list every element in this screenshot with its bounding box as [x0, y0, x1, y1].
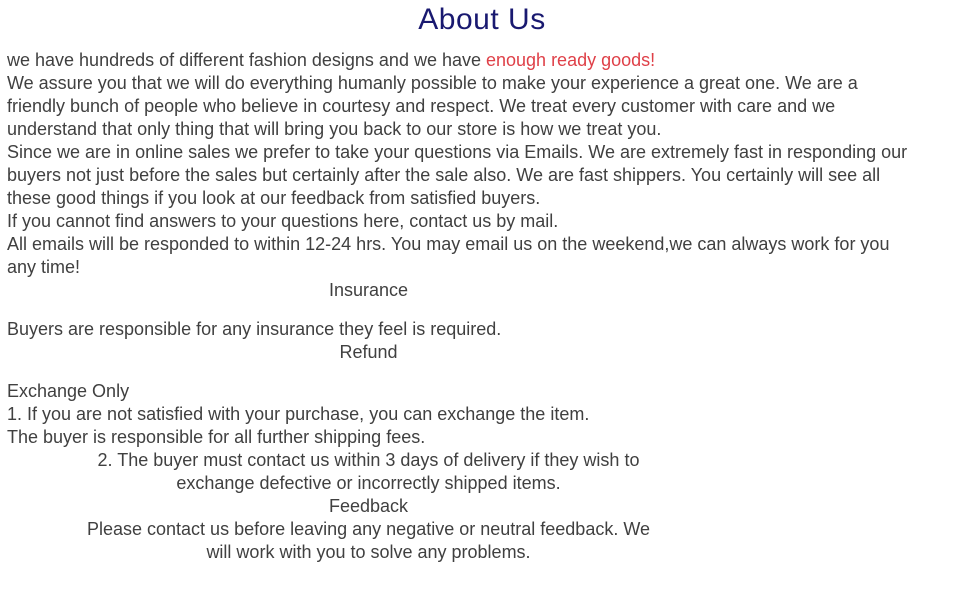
paragraph-line: Since we are in online sales we prefer to take your questions via Emails. We are extremely fast in responding our — [7, 142, 908, 162]
paragraph-line: understand that only thing that will bring you back to our store is how we treat you. — [7, 119, 662, 139]
paragraph-line: friendly bunch of people who believe in courtesy and respect. We treat every customer with care and we — [7, 96, 836, 116]
insurance-text: Buyers are responsible for any insurance they feel is required. — [7, 319, 502, 339]
exchange-line: The buyer is responsible for all further shipping fees. — [7, 427, 426, 447]
intro-line — [7, 49, 960, 72]
intro-highlight-text: enough ready goods! — [486, 50, 656, 70]
page-title: About Us — [418, 3, 546, 36]
exchange-line: 1. If you are not satisfied with your purchase, you can exchange the item. — [7, 404, 590, 424]
refund-heading: Refund — [339, 342, 398, 362]
paragraph-line: these good things if you look at our feedback from satisfied buyers. — [7, 188, 541, 208]
exchange-line-centered: 2. The buyer must contact us within 3 days of delivery if they wish to — [97, 450, 640, 470]
paragraph-line: buyers not just before the sales but certainly after the sale also. We are fast shippers. You certainly will see all — [7, 165, 881, 185]
exchange-heading: Exchange Only — [7, 381, 130, 401]
exchange-line-centered: exchange defective or incorrectly shipped items. — [176, 473, 561, 493]
feedback-heading: Feedback — [328, 496, 409, 516]
insurance-heading: Insurance — [328, 280, 409, 300]
about-us-text — [0, 49, 964, 564]
intro-text: we have hundreds of different fashion designs and we have — [7, 50, 486, 70]
feedback-line: will work with you to solve any problems. — [206, 542, 531, 562]
paragraph-line: If you cannot find answers to your questions here, contact us by mail. — [7, 211, 559, 231]
paragraph-line: We assure you that we will do everything humanly possible to make your experience a great one. We are a — [7, 73, 858, 93]
feedback-line: Please contact us before leaving any negative or neutral feedback. We — [86, 519, 651, 539]
paragraph-line: All emails will be responded to within 12-24 hrs. You may email us on the weekend,we can always work for you — [7, 234, 890, 254]
paragraph-line: any time! — [7, 257, 81, 277]
